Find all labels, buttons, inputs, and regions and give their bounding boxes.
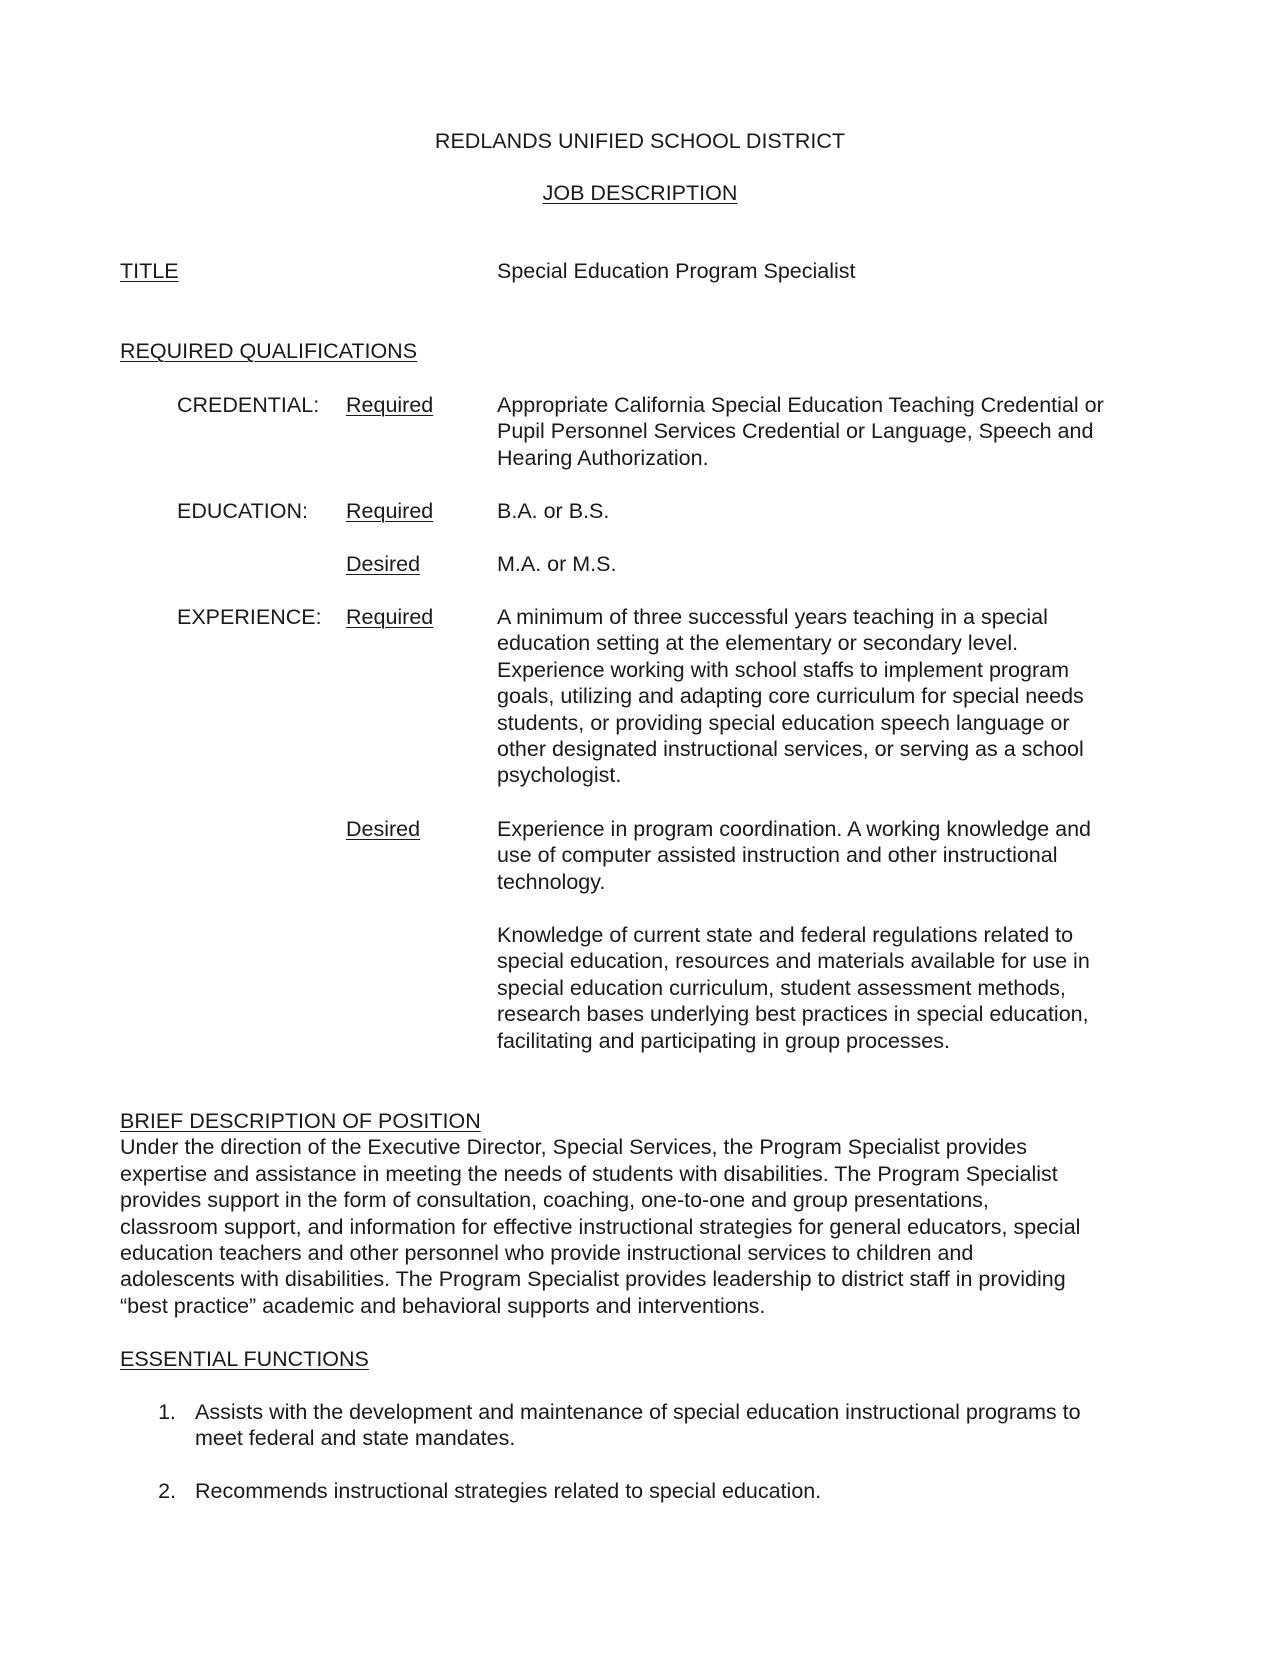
education-required-text: B.A. or B.S. xyxy=(497,499,610,523)
text-line: adolescents with disabilities. The Program Specialist provides leadership to district staff in providing xyxy=(120,1267,1066,1292)
text-line: use of computer assisted instruction and other instructional xyxy=(497,843,1058,868)
text-line: Experience in program coordination. A working knowledge and xyxy=(497,817,1092,841)
document-type xyxy=(0,180,1280,206)
text-line: Assists with the development and maintenance of special education instructional programs to xyxy=(195,1400,1081,1424)
text-line: students, or providing special education speech language or xyxy=(497,710,1070,735)
education-label: EDUCATION: xyxy=(177,499,308,523)
experience-required-text xyxy=(497,604,1084,789)
text-line: Experience working with school staffs to implement program xyxy=(497,657,1069,682)
experience-desired-text xyxy=(497,816,1091,895)
essential-functions-heading: ESSENTIAL FUNCTIONS xyxy=(120,1347,369,1371)
text-line: special education curriculum, student assessment methods, xyxy=(497,975,1066,1000)
text-line: education teachers and other personnel who provide instructional services to children and xyxy=(120,1241,974,1266)
experience-required-label: Required xyxy=(346,605,434,629)
text-line: meet federal and state mandates. xyxy=(195,1426,516,1451)
list-item xyxy=(195,1478,821,1504)
qualifications-heading: REQUIRED QUALIFICATIONS xyxy=(120,339,418,363)
text-line: facilitating and participating in group processes. xyxy=(497,1028,950,1053)
brief-description-section xyxy=(120,1108,1080,1319)
text-line: special education, resources and materials available for use in xyxy=(497,949,1090,974)
education-desired-text: M.A. or M.S. xyxy=(497,552,617,576)
text-line: classroom support, and information for effective instructional strategies for general educators, special xyxy=(120,1214,1081,1239)
text-line: provides support in the form of consultation, coaching, one-to-one and group presentations, xyxy=(120,1188,989,1213)
experience-desired-label: Desired xyxy=(346,817,421,841)
list-item xyxy=(195,1399,1081,1452)
district-name: REDLANDS UNIFIED SCHOOL DISTRICT xyxy=(434,129,846,153)
text-line: “best practice” academic and behavioral supports and interventions. xyxy=(120,1293,766,1318)
text-line: psychologist. xyxy=(497,763,622,788)
list-item-number: 2. xyxy=(158,1479,176,1503)
education-desired-label: Desired xyxy=(346,552,421,576)
experience-label: EXPERIENCE: xyxy=(177,605,322,629)
text-line: A minimum of three successful years teaching in a special xyxy=(497,605,1048,629)
text-line: Pupil Personnel Services Credential or Language, Speech and xyxy=(497,419,1094,444)
text-line: Hearing Authorization. xyxy=(497,445,709,470)
education-required-label: Required xyxy=(346,499,434,523)
text-line: other designated instructional services, or serving as a school xyxy=(497,737,1084,762)
list-item-number: 1. xyxy=(158,1400,176,1424)
text-line: Under the direction of the Executive Director, Special Services, the Program Specialist provides xyxy=(120,1135,1028,1160)
text-line: research bases underlying best practices in special education, xyxy=(497,1002,1089,1027)
title-label: TITLE xyxy=(120,259,179,283)
credential-label: CREDENTIAL: xyxy=(177,393,320,417)
brief-description-heading: BRIEF DESCRIPTION OF POSITION xyxy=(120,1109,481,1133)
text-line: education setting at the elementary or secondary level. xyxy=(497,631,1019,656)
text-line: Appropriate California Special Education Teaching Credential or xyxy=(497,393,1104,417)
text-line: goals, utilizing and adapting core curriculum for special needs xyxy=(497,684,1084,709)
document-type-label: JOB DESCRIPTION xyxy=(542,181,738,205)
credential-required-label: Required xyxy=(346,393,434,417)
experience-knowledge-text xyxy=(497,922,1090,1054)
text-line: Recommends instructional strategies related to special education. xyxy=(195,1479,822,1503)
job-title: Special Education Program Specialist xyxy=(497,259,856,283)
text-line: expertise and assistance in meeting the needs of students with disabilities. The Program Specialist xyxy=(120,1161,1058,1186)
text-line: Knowledge of current state and federal regulations related to xyxy=(497,923,1074,947)
text-line: technology. xyxy=(497,869,606,894)
credential-required-text xyxy=(497,392,1104,471)
